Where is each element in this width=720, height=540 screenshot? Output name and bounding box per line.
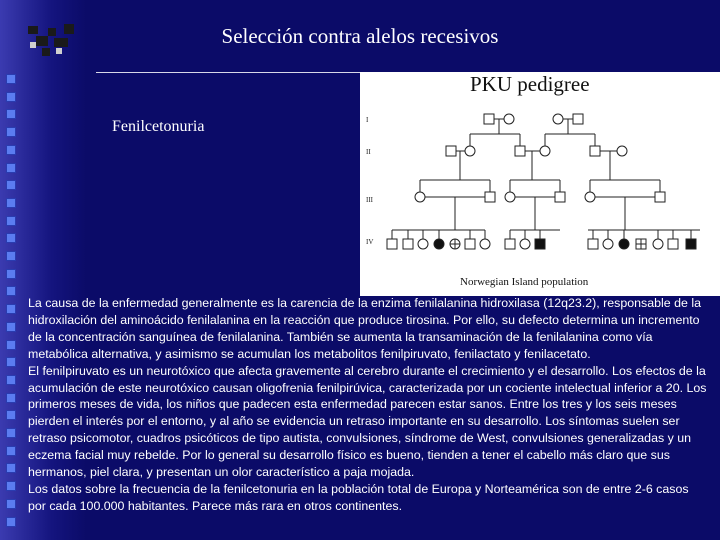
pedigree-male [515, 146, 525, 156]
pedigree-male [485, 192, 495, 202]
logo-icon [26, 20, 80, 60]
pedigree-male [465, 239, 475, 249]
pedigree-male [403, 239, 413, 249]
pedigree-female [617, 146, 627, 156]
pedigree-female [505, 192, 515, 202]
pedigree-male [555, 192, 565, 202]
pedigree-female [465, 146, 475, 156]
decorative-square [6, 216, 16, 226]
slide-title: Selección contra alelos recesivos [221, 24, 499, 48]
generation-label: III [366, 196, 373, 204]
pedigree-caption: Norwegian Island population [460, 276, 589, 288]
pedigree-male [446, 146, 456, 156]
pedigree-female [540, 146, 550, 156]
pedigree-male [573, 114, 583, 124]
pedigree-male [668, 239, 678, 249]
pedigree-affected-female [619, 239, 629, 249]
pedigree-affected-male [535, 239, 545, 249]
decorative-square [6, 304, 16, 314]
decorative-square [6, 428, 16, 438]
pedigree-affected-male [686, 239, 696, 249]
pedigree-male [655, 192, 665, 202]
pedigree-female [585, 192, 595, 202]
decorative-square [6, 499, 16, 509]
decorative-square [6, 463, 16, 473]
pedigree-chart [360, 72, 720, 296]
decorative-square [6, 410, 16, 420]
decorative-square [6, 233, 16, 243]
pedigree-male [588, 239, 598, 249]
decorative-square [6, 446, 16, 456]
pedigree-male [505, 239, 515, 249]
decorative-square [6, 393, 16, 403]
decorative-square [6, 286, 16, 296]
decorative-square [6, 74, 16, 84]
generation-label: II [366, 148, 371, 156]
body-text [28, 295, 708, 515]
title-divider [96, 72, 362, 73]
pedigree-male [590, 146, 600, 156]
decorative-square [6, 375, 16, 385]
decorative-square [6, 340, 16, 350]
decorative-square [6, 269, 16, 279]
decorative-square [6, 180, 16, 190]
decorative-square [6, 109, 16, 119]
pedigree-image [360, 72, 720, 296]
pedigree-male [484, 114, 494, 124]
pedigree-female [603, 239, 613, 249]
pedigree-male [387, 239, 397, 249]
pedigree-female [520, 239, 530, 249]
pedigree-title: PKU pedigree [470, 72, 590, 96]
decorative-square [6, 251, 16, 261]
decorative-square [6, 322, 16, 332]
body-paragraph: El fenilpiruvato es un neurotóxico que afecta gravemente al cerebro durante el crecimiento y el desarrollo. Los efectos de la acumulación de este neurotóxico causan oligofrenia fenilpirúvica, caracterizada por un cociente intelectual inferior a 20. Los primeros meses de vida, los niños que padecen esta enfermedad parecen estar sanos. Entre los tres y los seis meses pierden el interés por el entorno, y al año se evidencia un retraso importante en su desarrollo. Los síntomas suelen ser retraso psicomotor, cuadros psicóticos de tipo autista, convulsiones, síndrome de West, convulsiones generalizadas y un eczema facial muy rebelde. Por lo general su desarrollo físico es bueno, tienden a tener el cabello más claro que sus hermanos, piel clara, y presentan un olor característico a paja mojada. [28, 363, 707, 480]
decorative-square [6, 517, 16, 527]
body-paragraph: Los datos sobre la frecuencia de la fenilcetonuria en la población total de Europa y Norteamérica son de entre 2-6 casos por cada 100.000 habitantes. Parece más rara en otros continentes. [28, 481, 689, 513]
pedigree-affected-female [434, 239, 444, 249]
decorative-square [6, 198, 16, 208]
decorative-square [6, 127, 16, 137]
body-paragraph: La causa de la enfermedad generalmente es la carencia de la enzima fenilalanina hidroxilasa (12q23.2), responsable de la hidroxilación del aminoácido fenilalanina en la reacción que produce tirosina. Por ello, su defecto determina un incremento de la concentración sanguínea de fenilalanina. También se aumenta la transaminación de la fenilalanina como vía metabólica alternativa, y asimismo se acumulan los metabolitos fenilpiruvato, fenilactato y fenilacetato. [28, 296, 701, 361]
pedigree-female [553, 114, 563, 124]
pedigree-female [504, 114, 514, 124]
decorative-square [6, 163, 16, 173]
generation-label: IV [366, 238, 374, 246]
decorative-square [6, 481, 16, 491]
decorative-square [6, 145, 16, 155]
decorative-square [6, 357, 16, 367]
decorative-square [6, 92, 16, 102]
generation-label: I [366, 116, 369, 124]
pedigree-female [418, 239, 428, 249]
pedigree-female [653, 239, 663, 249]
slide-subtitle: Fenilcetonuria [112, 118, 205, 135]
pedigree-female [480, 239, 490, 249]
pedigree-female [415, 192, 425, 202]
